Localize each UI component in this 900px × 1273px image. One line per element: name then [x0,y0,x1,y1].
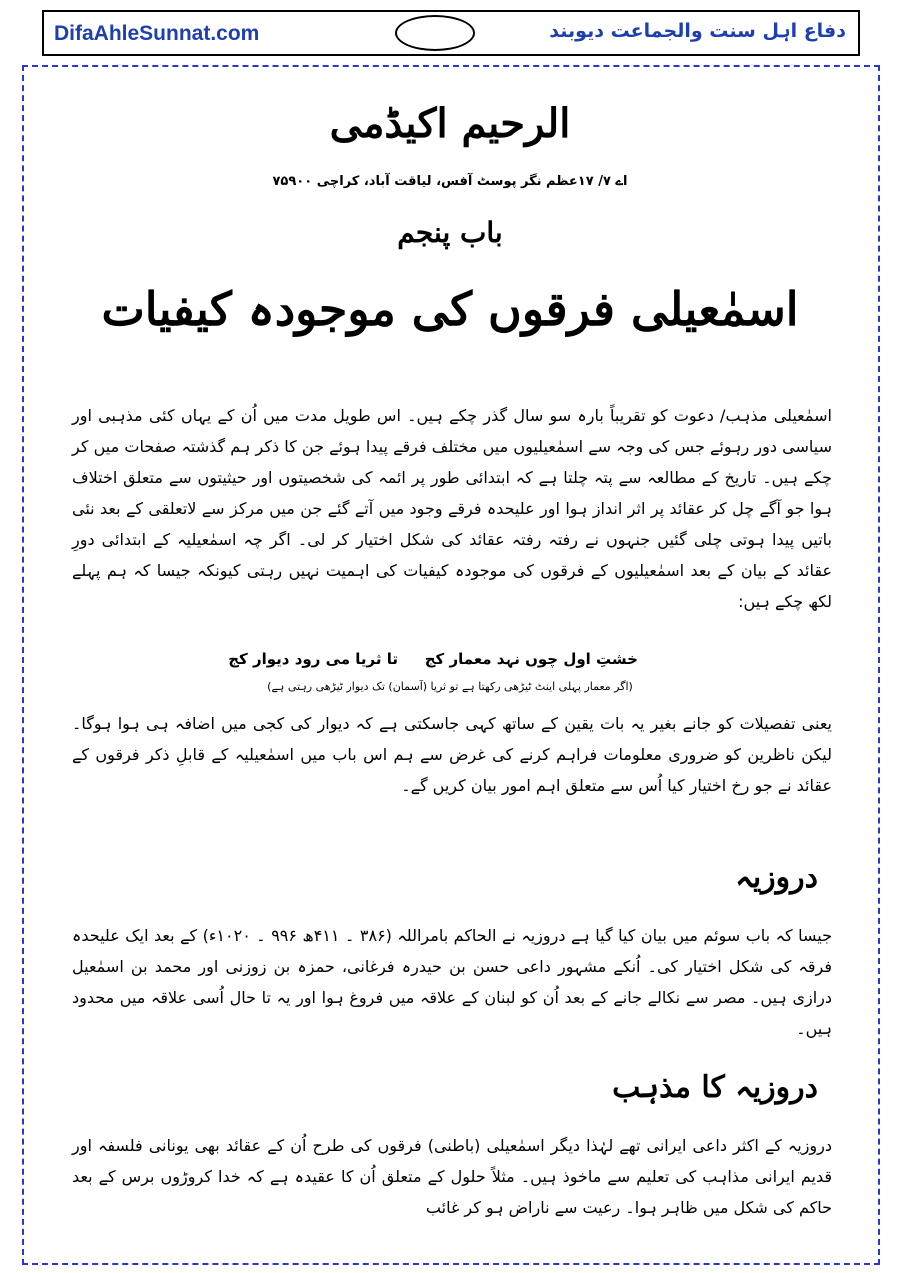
site-url-link[interactable]: DifaAhleSunnat.com [54,22,260,45]
druze-religion-paragraph: دروزیہ کے اکثر داعی ایرانی تھے لہٰذا دیگر اسمٰعیلی (باطنی) فرقوں کی طرح اُن کے عقائد بھی یونانی فلسفہ اور قدیم ایرانی مذاہب کی تعلیم سے ماخوذ ہیں۔ مثلاً حلول کے متعلق اُن کا عقیدہ ہے کہ خدا کروڑوں برس کے بعد حاکم کی شکل میں ظاہر ہوا۔ رعیت سے ناراض ہو کر غائب [72,1136,832,1217]
academy-name: الرحیم اکیڈمی [329,100,571,147]
poetry-translation: (اگر معمار پہلی اینٹ ٹیڑھی رکھتا ہے تو ثریا (آسمان) تک دیوار ٹیڑھی رہتی ہے) [267,680,633,693]
poetry-hemistich-2: تا ثریا می رود دیوار کج [228,650,398,668]
page-header [42,10,860,56]
druze-paragraph: جیسا کہ باب سوئم میں بیان کیا گیا ہے دروزیہ نے الحاکم بامراللہ (۳۸۶ ۔ ۴۱۱ھ ۹۹۶ ۔ ۱۰۲۰ء) کے بعد ایک علیحدہ فرقہ کی شکل اختیار کی۔ اُنکے مشہور داعی حسن بن حیدرہ فرغانی، حمزہ بن زوزنی اور محمد بن اسمٰعیل درازی ہیں۔ مصر سے نکالے جانے کے بعد اُن کو لبنان کے علاقہ میں فروغ ہوا اور یہ تا حال اُسی علاقہ میں محدود ہیں۔ [72,926,833,1038]
chapter-number: باب پنجم [397,216,503,249]
page-number-oval [395,15,475,51]
poetry-hemistich-1: خشتِ اول چوں نہد معمار کج [424,650,638,668]
site-title: دفاع اہل سنت والجماعت دیوبند [549,20,846,42]
druze-heading: دروزیہ [735,860,818,895]
druze-religion-heading: دروزیہ کا مذہب [612,1070,818,1105]
intro-paragraph: اسمٰعیلی مذہب/ دعوت کو تقریباً بارہ سو سال گذر چکے ہیں۔ اس طویل مدت میں اُن کے یہاں کئی مذہبی اور سیاسی دور رہوئے جس کی وجہ سے اسمٰعیلیوں میں مختلف فرقے پیدا ہوئے جن کا ذکر ہم گذشتہ صفحات میں کر چکے ہیں۔ تاریخ کے مطالعہ سے پتہ چلتا ہے کہ ابتدائی طور پر ائمہ کی شخصیتوں اور حیثیتوں سے متعلق اختلاف ہوا جو آگے چل کر عقائد پر اثر انداز ہوا اور علیحدہ فرقے وجود میں آتے گئے جن میں مرکز سے لاتعلقی کے بعد نئی باتیں پیدا ہوتی چلی گئیں جنہوں نے رفتہ رفتہ عقائد کی شکل اختیار کر لی۔ اگر چہ اسمٰعیلیہ کے ابتدائی دورِ عقائد کے بیان کے بعد اسمٰعیلیوں کے فرقوں کی موجودہ کیفیات کی اہمیت نہیں رہتی کیونکہ جیسا کہ ہم پہلے لکھ چکے ہیں: [72,406,832,611]
academy-address: اے ۷/ ۱۷عظم نگر پوسٹ آفس، لیاقت آباد، کراچی ۷۵۹۰۰ [272,174,628,189]
chapter-title: اسمٰعیلی فرقوں کی موجودہ کیفیات [101,282,799,336]
after-poetry-paragraph: یعنی تفصیلات کو جانے بغیر یہ بات یقین کے ساتھ کہی جاسکتی ہے کہ دیوار کی کجی میں اضافہ ہی ہوا ہوگا۔ لیکن ناظرین کو ضروری معلومات فراہم کرنے کی غرض سے ہم اس باب میں اسمٰعیلیہ کے قابلِ ذکر فرقوں کے عقائد نے جو رخ اختیار کیا اُس سے متعلق اہم امور بیان کریں گے۔ [72,714,832,795]
